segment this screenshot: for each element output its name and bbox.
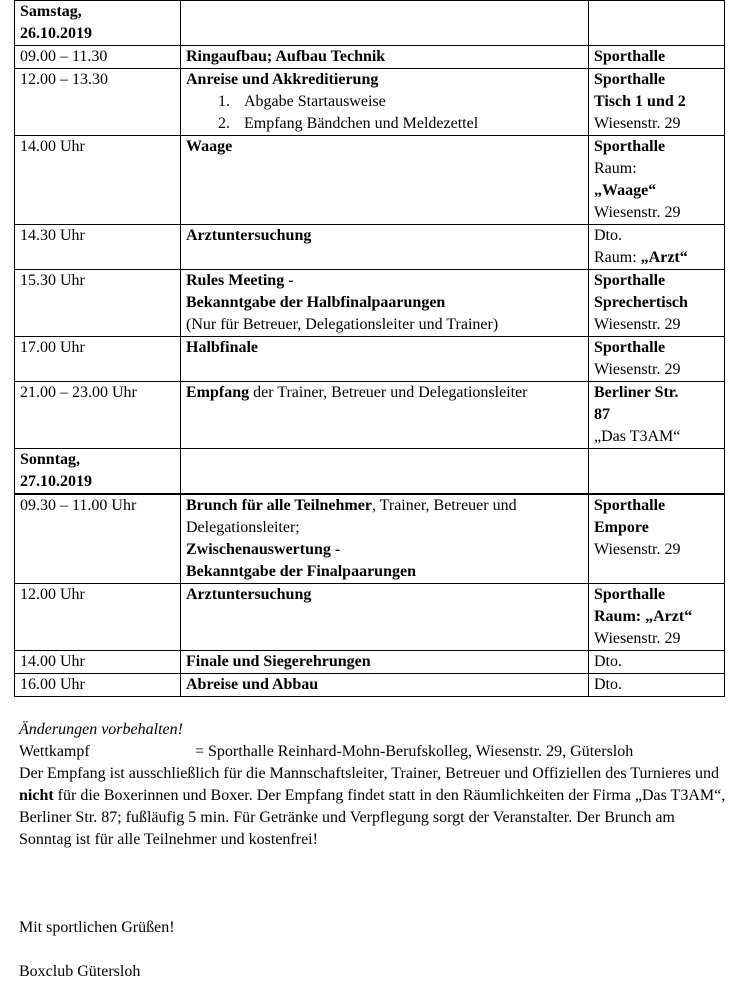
event-title: Brunch für alle Teilnehmer [186,497,372,514]
info-text: Der Empfang ist ausschließlich für die Mannschaftsleiter, Trainer, Betreuer und Offiziellen des Turnieres und [19,765,720,782]
time-cell: 17.00 Uhr [15,337,181,382]
location-line: Sporthalle [594,138,666,155]
day-label: Sonntag, [20,451,81,468]
location-line: Sporthalle [594,71,666,88]
empty-cell [589,449,725,494]
empty-cell [181,449,589,494]
location-room: „Arzt“ [640,249,688,266]
location-cell [589,270,725,337]
day-header-cell [15,1,181,46]
day-header-row [15,449,725,494]
disclaimer: Änderungen vorbehalten! [19,721,183,738]
event-title: Zwischenauswertung - [186,541,341,558]
table-row [15,651,725,674]
event-title: Bekanntgabe der Finalpaarungen [186,563,416,580]
event-cell: Arztuntersuchung [181,225,589,270]
time-cell: 09.00 – 11.30 [15,46,181,69]
location-line: Raum: [594,608,642,625]
table-row [15,584,725,651]
location-cell [589,136,725,225]
location-cell: Dto. [589,651,725,674]
info-emphasis: nicht [19,787,54,804]
location-cell [589,584,725,651]
notes-section [19,719,731,851]
location-line: Sporthalle [594,586,666,603]
empty-cell [589,1,725,46]
location-line: Wiesenstr. 29 [594,115,681,132]
location-line: Sporthalle [594,339,666,356]
location-cell [589,225,725,270]
venue-value: = Sporthalle Reinhard-Mohn-Berufskolleg, Wiesenstr. 29, Gütersloh [195,743,634,760]
table-row [15,136,725,225]
table-row [15,225,725,270]
list-item: 1. Abgabe Startausweise [234,91,582,113]
closing-signature: Boxclub Gütersloh [19,963,141,980]
table-row [15,495,725,584]
location-cell [589,495,725,584]
event-title: Anreise und Akkreditierung [186,71,379,88]
event-cell: Waage [181,136,589,225]
day-date: 27.10.2019 [20,473,92,490]
info-text: für die Boxerinnen und Boxer. Der Empfang findet statt in den Räumlichkeiten der Firma „Das T3AM“, Berliner Str. 87; fußläufig 5 min. Für Getränke und Verpflegung sorgt der Veranstalter. Der Brunch am Sonntag ist für alle Teilnehmer und kostenfrei! [19,787,726,848]
location-line: Sporthalle [594,272,666,289]
location-room: „Arzt“ [645,608,693,625]
table-row [15,69,725,136]
time-cell: 12.00 Uhr [15,584,181,651]
event-cell: Abreise und Abbau [181,674,589,697]
location-line: Wiesenstr. 29 [594,541,681,558]
venue-line [19,741,731,763]
location-line: Empore [594,519,649,536]
time-cell: 12.00 – 13.30 [15,69,181,136]
time-cell: 14.00 Uhr [15,136,181,225]
event-title: Empfang [186,384,250,401]
event-cell: Finale und Siegerehrungen [181,651,589,674]
day-header-row [15,1,725,46]
event-cell: Arztuntersuchung [181,584,589,651]
event-cell [181,270,589,337]
location-line: Sporthalle [594,497,666,514]
list-item: 2. Empfang Bändchen und Meldezettel [234,113,582,135]
time-cell: 14.00 Uhr [15,651,181,674]
time-cell: 14.30 Uhr [15,225,181,270]
table-row [15,674,725,697]
event-cell [181,495,589,584]
location-room: „Waage“ [594,182,657,199]
location-cell: Dto. [589,674,725,697]
location-line: Wiesenstr. 29 [594,316,681,333]
venue-label: Wettkampf [19,743,90,760]
table-row [15,337,725,382]
info-paragraph [19,763,731,851]
table-row [15,382,725,449]
location-cell [589,337,725,382]
schedule-table [14,0,725,697]
location-line: Wiesenstr. 29 [594,204,681,221]
event-list [186,91,582,135]
event-title: Bekanntgabe der Halbfinalpaarungen [186,294,446,311]
event-cell [181,382,589,449]
location-line: 87 [594,406,610,423]
closing-greeting: Mit sportlichen Grüßen! [19,919,175,936]
location-line: Wiesenstr. 29 [594,361,681,378]
location-line: Raum: [594,160,637,177]
event-cell [181,69,589,136]
location-line: Berliner Str. [594,384,679,401]
day-date: 26.10.2019 [20,25,92,42]
table-row [15,46,725,69]
time-cell: 09.30 – 11.00 Uhr [15,495,181,584]
event-cell: Ringaufbau; Aufbau Technik [181,46,589,69]
location-line: Wiesenstr. 29 [594,630,681,647]
location-line: „Das T3AM“ [594,428,681,445]
empty-cell [181,1,589,46]
event-title: Rules Meeting - [186,272,294,289]
time-cell: 15.30 Uhr [15,270,181,337]
location-cell [589,382,725,449]
location-line: Raum: [594,249,637,266]
day-label: Samstag, [20,3,82,20]
location-line: Dto. [594,227,622,244]
day-header-cell [15,449,181,494]
event-rest: der Trainer, Betreuer und Delegationsleiter [249,384,528,401]
event-cell: Halbfinale [181,337,589,382]
table-row [15,270,725,337]
time-cell: 16.00 Uhr [15,674,181,697]
location-line: Tisch 1 und 2 [594,93,686,110]
event-note: (Nur für Betreuer, Delegationsleiter und Trainer) [186,316,499,333]
location-line: Sprechertisch [594,294,688,311]
location-cell [589,69,725,136]
event-rest: , Trainer, Betreuer und Delegationsleiter; [186,497,517,536]
time-cell: 21.00 – 23.00 Uhr [15,382,181,449]
location-cell: Sporthalle [589,46,725,69]
